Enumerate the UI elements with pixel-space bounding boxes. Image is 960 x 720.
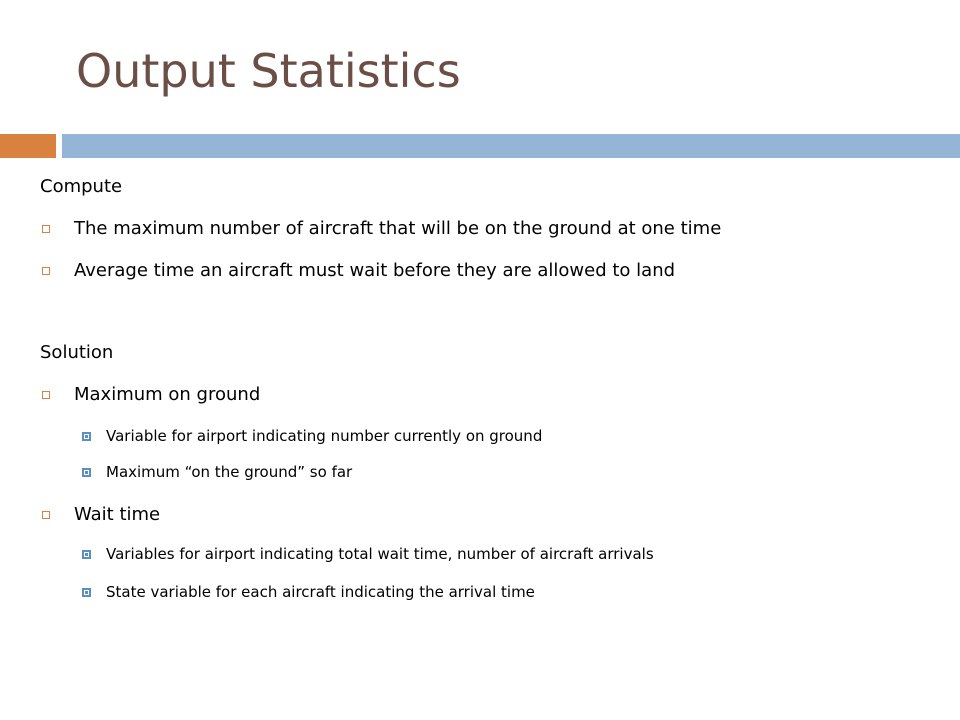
bullet-item: [40, 260, 675, 282]
bullet-text: The maximum number of aircraft that will be on the ground at one time: [74, 218, 722, 239]
hollow-square-bullet-icon: [42, 267, 50, 275]
bullet-text: Average time an aircraft must wait before they are allowed to land: [74, 260, 676, 281]
sub-bullet-text: Maximum “on the ground” so far: [106, 463, 353, 481]
nested-square-bullet-icon: [82, 550, 91, 559]
hollow-square-bullet-icon: [42, 511, 50, 519]
nested-square-bullet-icon: [82, 588, 91, 597]
sub-bullet-item: [40, 426, 542, 446]
section-heading: Solution: [40, 342, 114, 363]
title-underline-bar: [62, 134, 960, 158]
nested-square-bullet-icon: [82, 468, 91, 477]
bullet-text: Maximum on ground: [74, 384, 261, 405]
section-heading: Compute: [40, 176, 123, 197]
nested-square-bullet-icon: [82, 432, 91, 441]
sub-bullet-text: State variable for each aircraft indicating the arrival time: [106, 583, 535, 601]
bullet-item: [40, 218, 721, 240]
hollow-square-bullet-icon: [42, 225, 50, 233]
bullet-item: [40, 504, 160, 526]
bullet-item: [40, 384, 260, 406]
sub-bullet-item: [40, 544, 654, 564]
sub-bullet-item: [40, 582, 535, 602]
section-compute: [40, 176, 940, 281]
sub-bullet-item: [40, 462, 352, 482]
slide-title: Output Statistics: [76, 44, 461, 98]
sub-bullet-text: Variables for airport indicating total wait time, number of aircraft arrivals: [106, 545, 654, 563]
hollow-square-bullet-icon: [42, 391, 50, 399]
sub-bullet-text: Variable for airport indicating number currently on ground: [106, 427, 543, 445]
title-accent-bar: [0, 134, 56, 158]
bullet-text: Wait time: [74, 504, 161, 525]
section-solution: [40, 342, 940, 601]
